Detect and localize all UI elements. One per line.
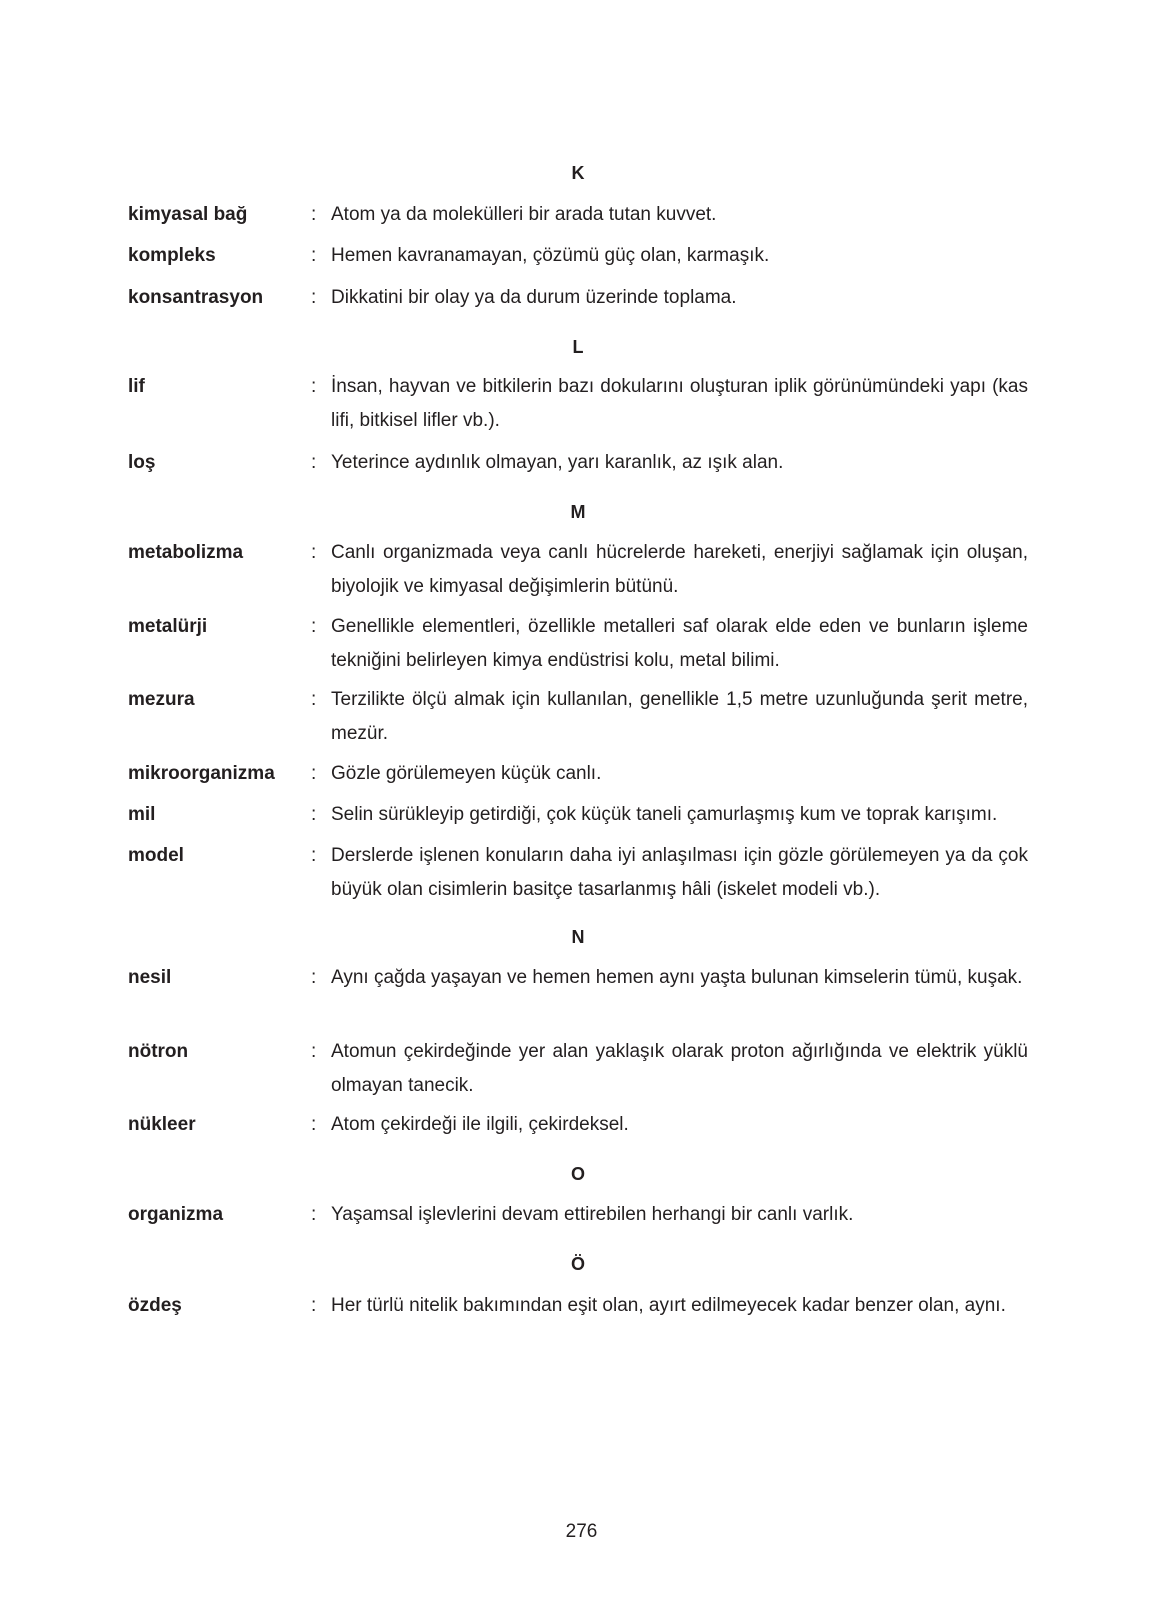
entry-separator: : <box>311 1114 317 1135</box>
entry-term: nesil <box>128 967 172 988</box>
section-letter: M <box>570 502 586 522</box>
entry-definition: Hemen kavranamayan, çözümü güç olan, karmaşık. <box>331 245 770 266</box>
entry-separator: : <box>311 845 317 866</box>
entry-definition: Her türlü nitelik bakımından eşit olan, ayırt edilmeyecek kadar benzer olan, aynı. <box>331 1295 1006 1316</box>
entry-definition: İnsan, hayvan ve bitkilerin bazı dokularını oluşturan iplik görünümündeki yapı (kas lifi, bitkisel lifler vb.). <box>331 376 1028 431</box>
entry-definition: Genellikle elementleri, özellikle metalleri saf olarak elde eden ve bunların işleme tekniğini belirleyen kimya endüstrisi kolu, metal bilimi. <box>331 616 1028 671</box>
entry-separator: : <box>311 376 317 397</box>
entry-term: metalürji <box>128 616 208 637</box>
entry-separator: : <box>311 616 317 637</box>
entry-term: mil <box>128 804 156 825</box>
entry-definition: Aynı çağda yaşayan ve hemen hemen aynı yaşta bulunan kimselerin tümü, kuşak. <box>331 967 1023 988</box>
entry-term: konsantrasyon <box>128 287 264 308</box>
entry-term: kimyasal bağ <box>128 204 248 225</box>
entry-separator: : <box>311 1295 317 1316</box>
entry-definition: Terzilikte ölçü almak için kullanılan, genellikle 1,5 metre uzunluğunda şerit metre, mezür. <box>331 689 1028 744</box>
entry-definition: Dikkatini bir olay ya da durum üzerinde toplama. <box>331 287 737 308</box>
entry-definition: Canlı organizmada veya canlı hücrelerde hareketi, enerjiyi sağlamak için oluşan, biyolojik ve kimyasal değişimlerin bütünü. <box>331 542 1028 597</box>
entry-separator: : <box>311 1204 317 1225</box>
entry-term: kompleks <box>128 245 216 266</box>
entry-term: mezura <box>128 689 195 710</box>
entry-definition: Selin sürükleyip getirdiği, çok küçük taneli çamurlaşmış kum ve toprak karışımı. <box>331 804 998 825</box>
entry-separator: : <box>311 689 317 710</box>
entry-term: organizma <box>128 1204 224 1225</box>
entry-term: lif <box>128 376 145 397</box>
section-letter: N <box>571 927 585 947</box>
entry-definition: Derslerde işlenen konuların daha iyi anlaşılması için gözle görülemeyen ya da çok büyük olan cisimlerin basitçe tasarlanmış hâli (iskelet modeli vb.). <box>331 845 1028 900</box>
entry-term: özdeş <box>128 1295 182 1316</box>
entry-definition: Gözle görülemeyen küçük canlı. <box>331 763 602 784</box>
entry-separator: : <box>311 804 317 825</box>
entry-definition: Atom ya da molekülleri bir arada tutan kuvvet. <box>331 204 717 225</box>
entry-definition: Yaşamsal işlevlerini devam ettirebilen herhangi bir canlı varlık. <box>331 1204 854 1225</box>
entry-separator: : <box>311 287 317 308</box>
entry-separator: : <box>311 204 317 225</box>
entry-term: mikroorganizma <box>128 763 275 784</box>
section-letter: K <box>571 163 585 183</box>
entry-separator: : <box>311 245 317 266</box>
entry-separator: : <box>311 452 317 473</box>
entry-separator: : <box>311 763 317 784</box>
entry-term: nükleer <box>128 1114 196 1135</box>
entry-separator: : <box>311 967 317 988</box>
entry-term: loş <box>128 452 156 473</box>
section-letter: O <box>570 1164 585 1184</box>
entry-term: model <box>128 845 184 866</box>
entry-definition: Atomun çekirdeğinde yer alan yaklaşık olarak proton ağırlığında ve elektrik yüklü olmayan tanecik. <box>331 1041 1028 1096</box>
entry-separator: : <box>311 1041 317 1062</box>
entry-definition: Atom çekirdeği ile ilgili, çekirdeksel. <box>331 1114 629 1135</box>
page-number: 276 <box>565 1521 598 1542</box>
entry-separator: : <box>311 542 317 563</box>
entry-definition: Yeterince aydınlık olmayan, yarı karanlık, az ışık alan. <box>331 452 784 473</box>
section-letter: L <box>572 337 584 357</box>
entry-term: metabolizma <box>128 542 244 563</box>
section-letter: Ö <box>570 1254 585 1274</box>
entry-term: nötron <box>128 1041 189 1062</box>
